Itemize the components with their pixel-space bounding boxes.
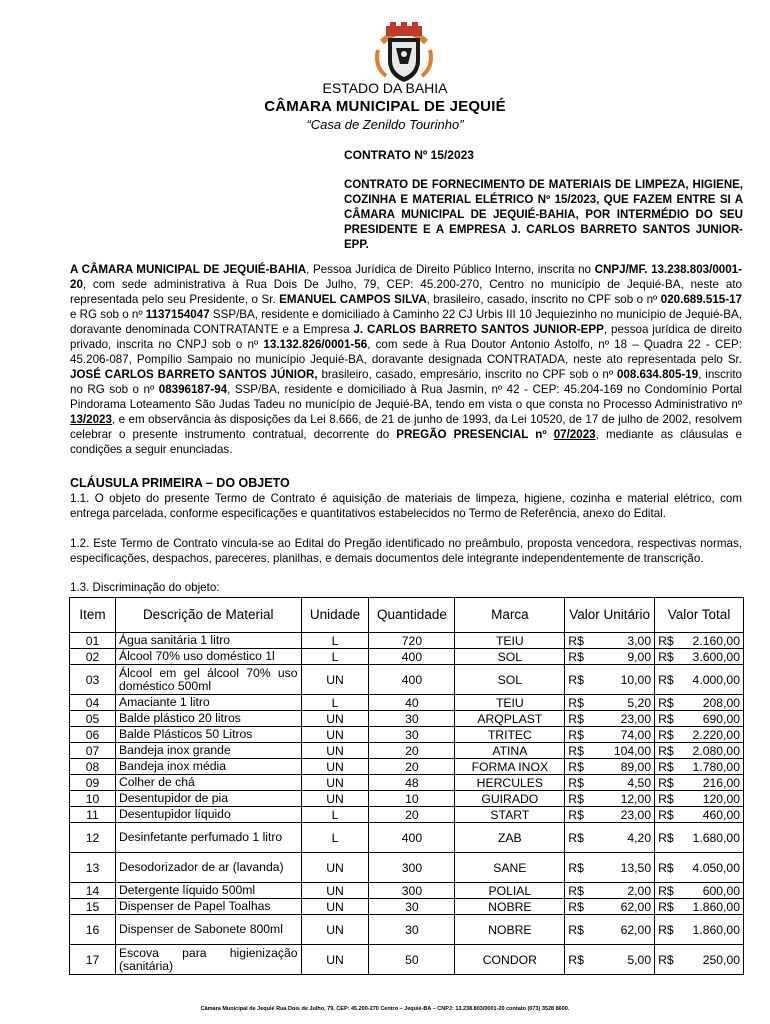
cell-total (655, 853, 744, 883)
preamble-text: , e em observância às disposições da Lei 8.666, de 21 de junho de 1993, da Lei 10520, de 17 de julho de 2002, resolvem celebrar o presente instrumento contratual, decorrente do (70, 413, 742, 441)
cell-unit-value (565, 711, 655, 727)
chamber-subtitle: “Casa de Zenildo Tourinho” (306, 117, 464, 132)
cell-quantity: 48 (369, 775, 455, 791)
cell-unit-value (565, 695, 655, 711)
amount: 690,00 (702, 711, 740, 726)
currency-symbol: R$ (568, 727, 584, 742)
preamble-text: , inscrito no RG sob o nº (70, 368, 742, 396)
cell-brand: FORMA INOX (455, 759, 565, 775)
cell-unit-value (565, 649, 655, 665)
table-row (70, 759, 744, 775)
amount: 2.080,00 (692, 743, 740, 758)
preamble-paragraph (70, 262, 742, 457)
cell-quantity: 300 (369, 883, 455, 899)
amount: 2,00 (627, 883, 652, 898)
currency-symbol: R$ (568, 791, 584, 806)
cell-brand: START (455, 807, 565, 823)
cell-quantity: 50 (369, 945, 455, 975)
amount: 1.860,00 (692, 922, 740, 937)
table-row (70, 915, 744, 945)
cell-unit: UN (301, 759, 369, 775)
currency-symbol: R$ (568, 743, 584, 758)
cell-description: Álcool em gel álcool 70% uso doméstico 500ml (115, 665, 301, 695)
table-row (70, 633, 744, 649)
president-name: EMANUEL CAMPOS SILVA (279, 293, 427, 306)
table-row (70, 695, 744, 711)
table-row (70, 883, 744, 899)
cell-item: 12 (70, 823, 116, 853)
col-header-item: Item (70, 598, 116, 633)
currency-symbol: R$ (658, 952, 674, 967)
amount: 2.160,00 (692, 633, 740, 648)
cnpj-contracted: 13.132.826/0001-56 (263, 338, 368, 351)
cell-brand: ATINA (455, 743, 565, 759)
cell-total (655, 695, 744, 711)
cell-description: Escova para higienização (sanitária) (115, 945, 301, 975)
cell-total (655, 727, 744, 743)
amount: 460,00 (702, 807, 740, 822)
cell-unit-value (565, 743, 655, 759)
cell-unit-value (565, 727, 655, 743)
cell-total (655, 899, 744, 915)
cell-quantity: 20 (369, 807, 455, 823)
currency-symbol: R$ (568, 922, 584, 937)
table-row (70, 665, 744, 695)
table-row (70, 711, 744, 727)
table-row (70, 791, 744, 807)
cell-quantity: 30 (369, 899, 455, 915)
currency-symbol: R$ (658, 759, 674, 774)
clause-title: CLÁUSULA PRIMEIRA – DO OBJETO (70, 476, 290, 490)
amount: 1.680,00 (692, 830, 740, 845)
preamble-text: , pessoa jurídica de direito privado, inscrita no CNPJ sob o nº (70, 323, 743, 351)
preamble-text: , SSP/BA, residente e domiciliado à Rua Jasmin, nº 42 - CEP: 45.204-169 no Condomínio Portal Pindorama Loteamento São Judas Tadeu no município de Jequié-BA, tendo em vista o que consta no Processo Administrativo nº (70, 383, 742, 411)
cell-description: Amaciante 1 litro (115, 695, 301, 711)
table-row (70, 823, 744, 853)
cell-total (655, 883, 744, 899)
cell-unit-value (565, 899, 655, 915)
cell-description: Água sanitária 1 litro (115, 633, 301, 649)
col-header-unit-value: Valor Unitário (565, 598, 655, 633)
cell-brand: TEIU (455, 633, 565, 649)
table-header-row (70, 598, 744, 633)
cell-brand: HERCULES (455, 775, 565, 791)
cell-brand: TRITEC (455, 727, 565, 743)
amount: 1.860,00 (692, 899, 740, 914)
preamble-text: brasileiro, casado, empresário, inscrito no CPF sob o nº (317, 368, 617, 381)
currency-symbol: R$ (568, 807, 584, 822)
cell-description: Bandeja inox grande (115, 743, 301, 759)
col-header-description: Descrição de Material (115, 598, 301, 633)
cell-quantity: 400 (369, 649, 455, 665)
table-row (70, 727, 744, 743)
cell-unit: UN (301, 711, 369, 727)
cell-unit-value (565, 633, 655, 649)
cell-brand: NOBRE (455, 915, 565, 945)
cell-unit: UN (301, 727, 369, 743)
amount: 23,00 (620, 711, 652, 726)
cell-unit-value (565, 823, 655, 853)
col-header-quantity: Quantidade (369, 598, 455, 633)
currency-symbol: R$ (568, 830, 584, 845)
cnpj-contracting: CNPJ/MF. 13.238.803/0001-20 (70, 263, 742, 291)
cell-total (655, 945, 744, 975)
cell-total (655, 649, 744, 665)
cell-brand: ARQPLAST (455, 711, 565, 727)
cell-description: Álcool 70% uso doméstico 1l (115, 649, 301, 665)
currency-symbol: R$ (568, 672, 584, 687)
amount: 216,00 (702, 775, 740, 790)
amount: 12,00 (620, 791, 652, 806)
amount: 74,00 (620, 727, 652, 742)
table-row (70, 945, 744, 975)
amount: 600,00 (702, 883, 740, 898)
cell-brand: SANE (455, 853, 565, 883)
representative-name: JOSÉ CARLOS BARRETO SANTOS JÚNIOR, (70, 368, 318, 381)
table-row (70, 807, 744, 823)
contract-summary: CONTRATO DE FORNECIMENTO DE MATERIAIS DE LIMPEZA, HIGIENE, COZINHA E MATERIAL ELÉTRICO Nº 15/2023, QUE FAZEM ENTRE SI A CÂMARA MUNICIPAL DE JEQUIÉ-BAHIA, POR INTERMÉDIO DO SEU PRESIDENTE E A EMPRESA J. CARLOS BARRETO SANTOS JUNIOR-EPP. (344, 179, 743, 251)
currency-symbol: R$ (568, 775, 584, 790)
cell-unit: L (301, 807, 369, 823)
cell-unit: UN (301, 883, 369, 899)
amount: 1.780,00 (692, 759, 740, 774)
cell-item: 02 (70, 649, 116, 665)
amount: 5,20 (627, 695, 652, 710)
currency-symbol: R$ (658, 860, 674, 875)
cell-total (655, 665, 744, 695)
amount: 4.050,00 (692, 860, 740, 875)
preamble-text: e RG sob o nº (70, 308, 146, 321)
amount: 2.220,00 (692, 727, 740, 742)
president-cpf: 020.689.515-17 (660, 293, 742, 306)
currency-symbol: R$ (568, 633, 584, 648)
cell-brand: NOBRE (455, 899, 565, 915)
cell-item: 11 (70, 807, 116, 823)
preamble-text: , com sede à Rua Doutor Antonio Astolfo, nº 18 – Quadra 22 - CEP: 45.206-087, Pompílio Sampaio no município Jequié-BA, doravante designada CONTRATADA, neste ato representada pelo Sr. (70, 338, 743, 366)
state-name: ESTADO DA BAHIA (322, 80, 448, 96)
cell-description: Dispenser de Papel Toalhas (115, 899, 301, 915)
cell-unit-value (565, 791, 655, 807)
cell-unit: UN (301, 945, 369, 975)
cell-item: 07 (70, 743, 116, 759)
cell-total (655, 791, 744, 807)
cell-brand: SOL (455, 665, 565, 695)
contract-number: CONTRATO Nº 15/2023 (344, 148, 474, 162)
tender-label: PREGÃO PRESENCIAL nº (396, 428, 554, 441)
contracting-party: A CÂMARA MUNICIPAL DE JEQUIÉ-BAHIA (70, 263, 307, 276)
currency-symbol: R$ (568, 899, 584, 914)
cell-description: Desinfetante perfumado 1 litro (115, 823, 301, 853)
table-body (70, 633, 744, 975)
cell-brand: CONDOR (455, 945, 565, 975)
cell-item: 03 (70, 665, 116, 695)
currency-symbol: R$ (658, 830, 674, 845)
table-row (70, 775, 744, 791)
cell-quantity: 30 (369, 915, 455, 945)
currency-symbol: R$ (658, 883, 674, 898)
amount: 208,00 (702, 695, 740, 710)
amount: 4.000,00 (692, 672, 740, 687)
amount: 3.600,00 (692, 649, 740, 664)
cell-total (655, 823, 744, 853)
currency-symbol: R$ (568, 860, 584, 875)
cell-unit-value (565, 915, 655, 945)
cell-unit-value (565, 883, 655, 899)
cell-description: Desodorizador de ar (lavanda) (115, 853, 301, 883)
amount: 89,00 (620, 759, 652, 774)
currency-symbol: R$ (658, 711, 674, 726)
cell-quantity: 400 (369, 665, 455, 695)
currency-symbol: R$ (658, 633, 674, 648)
cell-total (655, 711, 744, 727)
clause-item-1-3: 1.3. Discriminação do objeto: (70, 581, 220, 594)
cell-total (655, 743, 744, 759)
currency-symbol: R$ (658, 649, 674, 664)
col-header-unit: Unidade (301, 598, 369, 633)
cell-description: Balde Plásticos 50 Litros (115, 727, 301, 743)
table-row (70, 743, 744, 759)
contracted-company: J. CARLOS BARRETO SANTOS JUNIOR-EPP (353, 323, 604, 336)
cell-item: 16 (70, 915, 116, 945)
currency-symbol: R$ (658, 922, 674, 937)
currency-symbol: R$ (658, 727, 674, 742)
cell-item: 01 (70, 633, 116, 649)
cell-description: Detergente líquido 500ml (115, 883, 301, 899)
currency-symbol: R$ (658, 899, 674, 914)
cell-brand: POLIAL (455, 883, 565, 899)
preamble-text: , Pessoa Jurídica de Direito Público Interno, inscrita no (306, 263, 595, 276)
preamble-text: , com sede administrativa à Rua Dois De Julho, 79, CEP: 45.200-270, Centro no município de Jequié-BA, neste ato representada pelo seu Presidente, o Sr. (70, 278, 742, 306)
amount: 4,50 (627, 775, 652, 790)
cell-unit: L (301, 695, 369, 711)
cell-item: 08 (70, 759, 116, 775)
col-header-brand: Marca (455, 598, 565, 633)
president-rg: 1137154047 (145, 308, 210, 321)
cell-item: 09 (70, 775, 116, 791)
currency-symbol: R$ (658, 791, 674, 806)
cell-unit-value (565, 945, 655, 975)
cell-unit-value (565, 759, 655, 775)
amount: 13,50 (620, 860, 652, 875)
amount: 120,00 (702, 791, 740, 806)
cell-unit: L (301, 823, 369, 853)
process-number: 13/2023 (70, 413, 112, 426)
amount: 9,00 (627, 649, 652, 664)
cell-quantity: 30 (369, 711, 455, 727)
currency-symbol: R$ (568, 759, 584, 774)
cell-unit: L (301, 649, 369, 665)
cell-description: Bandeja inox média (115, 759, 301, 775)
cell-brand: SOL (455, 649, 565, 665)
currency-symbol: R$ (568, 649, 584, 664)
cell-item: 13 (70, 853, 116, 883)
currency-symbol: R$ (568, 695, 584, 710)
cell-description: Dispenser de Sabonete 800ml (115, 915, 301, 945)
chamber-name: CÂMARA MUNICIPAL DE JEQUIÉ (264, 98, 506, 115)
preamble-text: , brasileiro, casado, inscrito no CPF sob o nº (426, 293, 661, 306)
cell-unit: UN (301, 775, 369, 791)
cell-quantity: 720 (369, 633, 455, 649)
cell-total (655, 633, 744, 649)
cell-item: 10 (70, 791, 116, 807)
currency-symbol: R$ (568, 952, 584, 967)
cell-quantity: 40 (369, 695, 455, 711)
currency-symbol: R$ (658, 672, 674, 687)
cell-unit-value (565, 775, 655, 791)
preamble-text: SSP/BA, residente e domiciliado à Caminho 22 CJ Urbis III 10 Jequiezinho no município de Jequié-BA, doravante denominada CONTRATANTE e a Empresa (70, 308, 742, 336)
cell-item: 05 (70, 711, 116, 727)
cell-total (655, 915, 744, 945)
cell-quantity: 300 (369, 853, 455, 883)
amount: 23,00 (620, 807, 652, 822)
page-footer: Câmara Municipal de Jequié Rua Dois de Julho, 79, CEP: 45.200-270 Centro – Jequié-BA – CNPJ: 13.238.803/0001-20 contato (073) 3528 8600. (200, 1006, 570, 1012)
amount: 250,00 (702, 952, 740, 967)
cell-quantity: 20 (369, 743, 455, 759)
tender-number: 07/2023 (553, 428, 596, 441)
cell-quantity: 30 (369, 727, 455, 743)
preamble-text: , mediante as cláusulas e condições a seguir enunciadas. (70, 428, 742, 456)
cell-description: Desentupidor de pia (115, 791, 301, 807)
amount: 62,00 (620, 922, 652, 937)
cell-item: 14 (70, 883, 116, 899)
currency-symbol: R$ (658, 695, 674, 710)
cell-quantity: 10 (369, 791, 455, 807)
cell-item: 15 (70, 899, 116, 915)
cell-unit: L (301, 633, 369, 649)
materials-table (69, 597, 744, 975)
currency-symbol: R$ (568, 883, 584, 898)
cell-description: Colher de chá (115, 775, 301, 791)
cell-unit: UN (301, 899, 369, 915)
cell-total (655, 759, 744, 775)
currency-symbol: R$ (658, 775, 674, 790)
col-header-total: Valor Total (655, 598, 744, 633)
table-row (70, 899, 744, 915)
amount: 104,00 (613, 743, 652, 758)
currency-symbol: R$ (568, 711, 584, 726)
cell-item: 17 (70, 945, 116, 975)
representative-rg: 08396187-94 (158, 383, 228, 396)
amount: 10,00 (620, 672, 652, 687)
cell-total (655, 775, 744, 791)
cell-item: 04 (70, 695, 116, 711)
cell-unit: UN (301, 915, 369, 945)
currency-symbol: R$ (658, 807, 674, 822)
table-row (70, 853, 744, 883)
table-row (70, 649, 744, 665)
cell-quantity: 400 (369, 823, 455, 853)
cell-unit: UN (301, 791, 369, 807)
cell-total (655, 807, 744, 823)
cell-unit-value (565, 853, 655, 883)
amount: 62,00 (620, 899, 652, 914)
cell-unit-value (565, 807, 655, 823)
amount: 4,20 (627, 830, 652, 845)
cell-quantity: 20 (369, 759, 455, 775)
cell-unit: UN (301, 665, 369, 695)
cell-brand: TEIU (455, 695, 565, 711)
coat-of-arms-icon (372, 20, 436, 84)
cell-unit-value (565, 665, 655, 695)
cell-unit: UN (301, 743, 369, 759)
amount: 5,00 (627, 952, 652, 967)
currency-symbol: R$ (658, 743, 674, 758)
cell-description: Balde plástico 20 litros (115, 711, 301, 727)
amount: 3,00 (627, 633, 652, 648)
cell-brand: GUIRADO (455, 791, 565, 807)
cell-unit: UN (301, 853, 369, 883)
representative-cpf: 008.634.805-19 (616, 368, 699, 381)
clause-item-1-1: 1.1. O objeto do presente Termo de Contrato é aquisição de materiais de limpeza, higiene, cozinha e material elétrico, com entrega parcelada, conforme especificações e quantitativos estabelecidos no Termo de Referência, anexo do Edital. (70, 492, 742, 520)
cell-description: Desentupidor líquido (115, 807, 301, 823)
clause-item-1-2: 1.2. Este Termo de Contrato vincula-se ao Edital do Pregão identificado no preâmbulo, proposta vencedora, respectivas normas, especificações, despachos, pareceres, planilhas, e demais documentos dele integrante independentemente de transcrição. (70, 537, 742, 565)
cell-brand: ZAB (455, 823, 565, 853)
cell-item: 06 (70, 727, 116, 743)
